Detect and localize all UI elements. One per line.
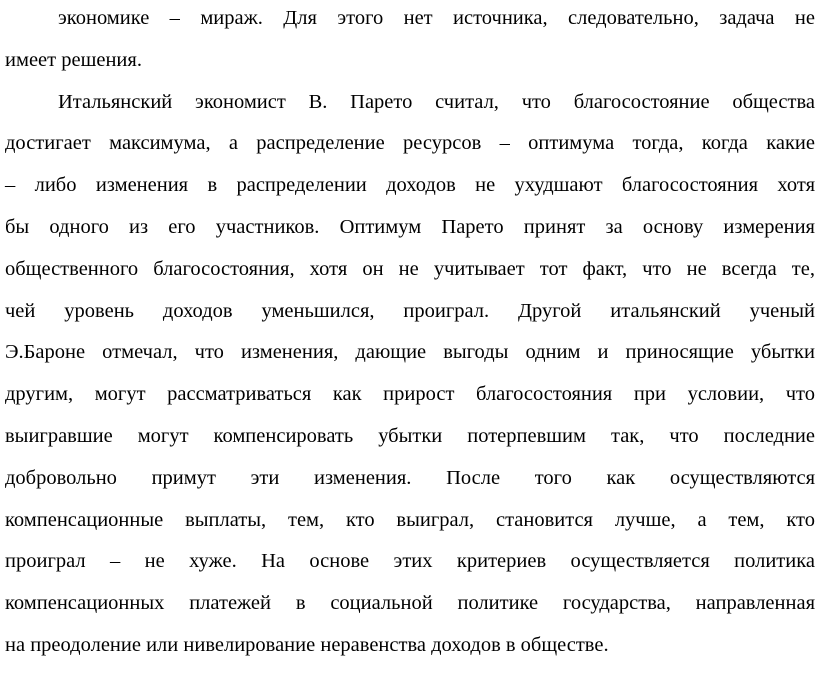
paragraph — [5, 4, 815, 88]
text-line: компенсационные выплаты, тем, кто выиграл, становится лучше, а тем, кто — [5, 508, 815, 531]
text-line: выигравшие могут компенсировать убытки потерпевшим так, что последние — [5, 424, 815, 447]
text-line: чей уровень доходов уменьшился, проиграл. Другой итальянский ученый — [5, 299, 815, 322]
text-line: бы одного из его участников. Оптимум Парето принят за основу измерения — [5, 215, 815, 238]
text-line: общественного благосостояния, хотя он не учитывает тот факт, что не всегда те, — [5, 257, 815, 280]
paragraph — [5, 88, 815, 673]
text-line: достигает максимума, а распределение ресурсов – оптимума тогда, когда какие — [5, 132, 815, 155]
text-line: экономике – мираж. Для этого нет источника, следовательно, задача не — [58, 7, 815, 29]
text-line: – либо изменения в распределении доходов не ухудшают благосостояния хотя — [5, 174, 815, 197]
text-line: компенсационных платежей в социальной политике государства, направленная — [5, 592, 815, 615]
document-text — [5, 4, 815, 673]
text-line: Итальянский экономист В. Парето считал, что благосостояние общества — [58, 90, 815, 113]
text-line: другим, могут рассматриваться как прирост благосостояния при условии, что — [5, 383, 815, 406]
text-line: добровольно примут эти изменения. После того как осуществляются — [5, 466, 815, 489]
text-line: имеет решения. — [5, 48, 142, 71]
text-line: Э.Бароне отмечал, что изменения, дающие выгоды одним и приносящие убытки — [5, 341, 815, 364]
text-line: проиграл – не хуже. На основе этих критериев осуществляется политика — [5, 550, 815, 573]
text-line: на преодоление или нивелирование неравенства доходов в обществе. — [5, 633, 609, 656]
